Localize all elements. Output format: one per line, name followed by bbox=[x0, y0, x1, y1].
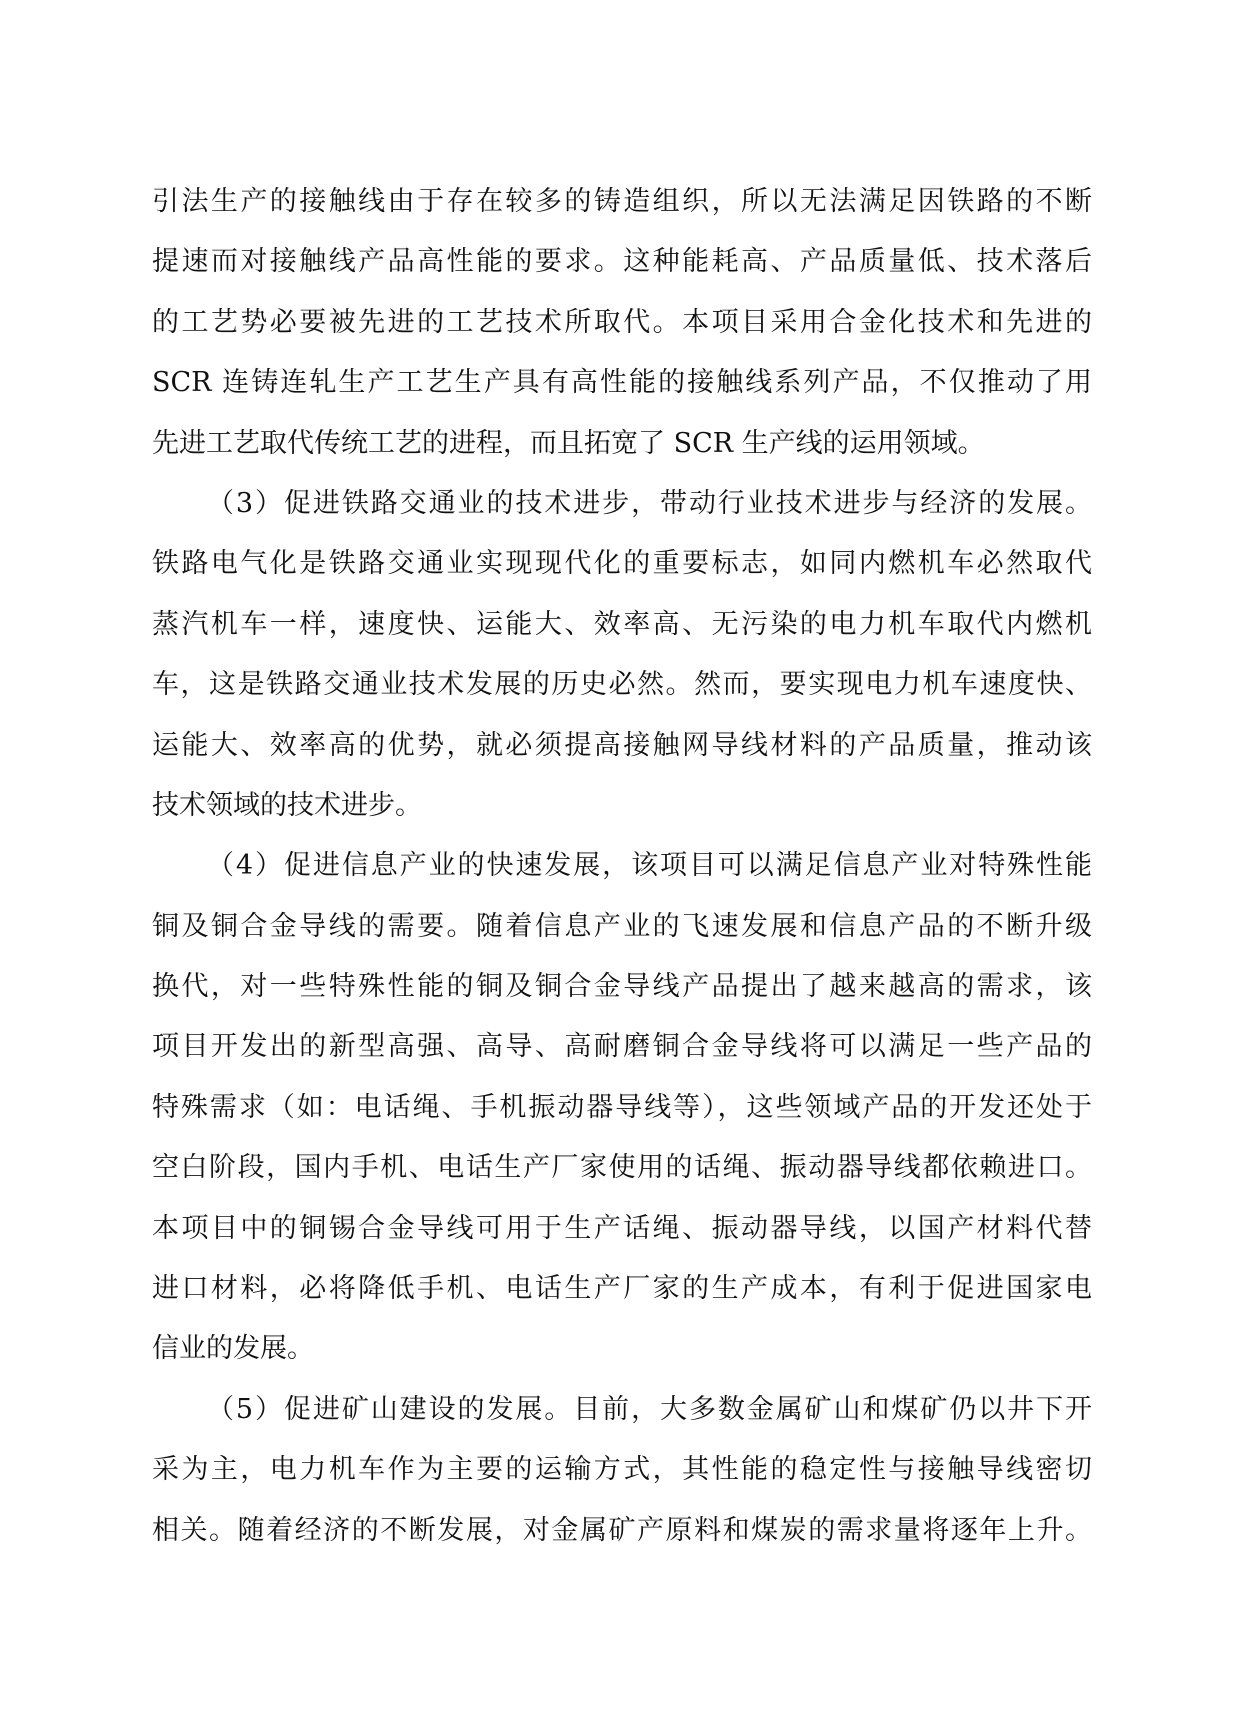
text-line: 的工艺势必要被先进的工艺技术所取代。本项目采用合金化技术和先进的 bbox=[152, 306, 1092, 338]
text-line: 信业的发展。 bbox=[152, 1333, 314, 1365]
text-line: （5）促进矿山建设的发展。目前，大多数金属矿山和煤矿仍以井下开 bbox=[207, 1393, 1092, 1425]
text-line: （4）促进信息产业的快速发展，该项目可以满足信息产业对特殊性能 bbox=[207, 850, 1092, 882]
text-line: 先进工艺取代传统工艺的进程，而且拓宽了 SCR 生产线的运用领域。 bbox=[152, 427, 985, 459]
text-line: 提速而对接触线产品高性能的要求。这种能耗高、产品质量低、技术落后 bbox=[152, 246, 1092, 278]
text-line: 空白阶段，国内手机、电话生产厂家使用的话绳、振动器导线都依赖进口。 bbox=[152, 1152, 1092, 1184]
text-line: （3）促进铁路交通业的技术进步，带动行业技术进步与经济的发展。 bbox=[207, 487, 1092, 519]
text-line: 换代，对一些特殊性能的铜及铜合金导线产品提出了越来越高的需求，该 bbox=[152, 971, 1092, 1003]
text-line: 蒸汽机车一样，速度快、运能大、效率高、无污染的电力机车取代内燃机 bbox=[152, 608, 1092, 640]
text-line: SCR 连铸连轧生产工艺生产具有高性能的接触线系列产品，不仅推动了用 bbox=[152, 367, 1092, 399]
text-line: 项目开发出的新型高强、高导、高耐磨铜合金导线将可以满足一些产品的 bbox=[152, 1031, 1092, 1063]
text-line: 进口材料，必将降低手机、电话生产厂家的生产成本，有利于促进国家电 bbox=[152, 1273, 1092, 1305]
text-line: 铜及铜合金导线的需要。随着信息产业的飞速发展和信息产品的不断升级 bbox=[152, 910, 1092, 942]
text-line: 引法生产的接触线由于存在较多的铸造组织，所以无法满足因铁路的不断 bbox=[152, 186, 1092, 217]
text-line: 本项目中的铜锡合金导线可用于生产话绳、振动器导线，以国产材料代替 bbox=[152, 1212, 1092, 1244]
body-text bbox=[152, 172, 1092, 1561]
text-line: 运能大、效率高的优势，就必须提高接触网导线材料的产品质量，推动该 bbox=[152, 729, 1092, 761]
text-line: 特殊需求（如：电话绳、手机振动器导线等），这些领域产品的开发还处于 bbox=[152, 1091, 1092, 1123]
paragraph-3 bbox=[152, 836, 1092, 1380]
text-line: 技术领域的技术进步。 bbox=[152, 789, 422, 821]
text-line: 采为主，电力机车作为主要的运输方式，其性能的稳定性与接触导线密切 bbox=[152, 1454, 1092, 1486]
text-line: 铁路电气化是铁路交通业实现现代化的重要标志，如同内燃机车必然取代 bbox=[152, 548, 1092, 580]
paragraph-1 bbox=[152, 172, 1092, 474]
paragraph-4 bbox=[152, 1380, 1092, 1561]
paragraph-2 bbox=[152, 474, 1092, 836]
text-line: 相关。随着经济的不断发展，对金属矿产原料和煤炭的需求量将逐年上升。 bbox=[152, 1514, 1092, 1546]
text-line: 车，这是铁路交通业技术发展的历史必然。然而，要实现电力机车速度快、 bbox=[152, 669, 1092, 701]
